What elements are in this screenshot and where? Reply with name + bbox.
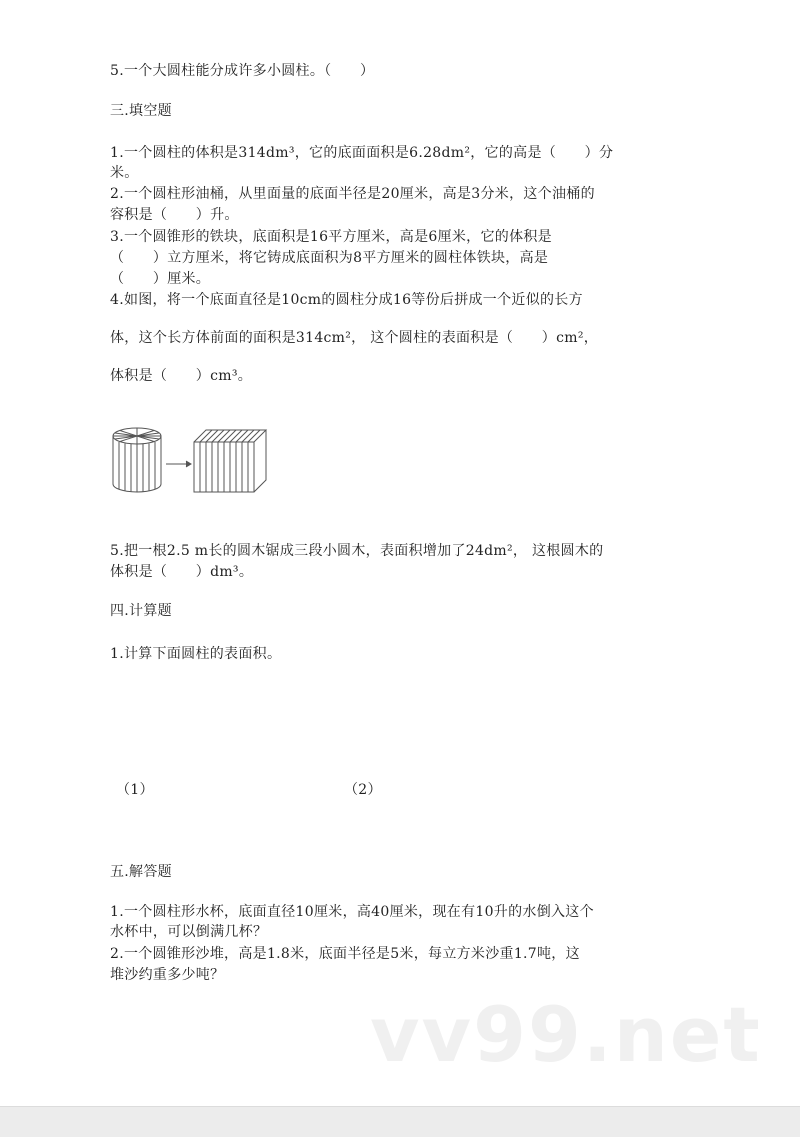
question-fill-1-line-2: 米。 xyxy=(110,165,139,181)
question-fill-1-line-1: 1.一个圆柱的体积是314dm³，它的底面面积是6.28dm²，它的高是（ ）分 xyxy=(110,145,614,161)
question-judge-5: 5.一个大圆柱能分成许多小圆柱。（ ） xyxy=(110,63,375,79)
cylinder-to-cuboid-figure xyxy=(110,424,270,496)
question-fill-4-line-1: 4.如图，将一个底面直径是10cm的圆柱分成16等份后拼成一个近似的长方 xyxy=(110,292,583,308)
question-solve-2-line-2: 堆沙约重多少吨？ xyxy=(110,967,225,983)
question-solve-1-line-1: 1.一个圆柱形水杯，底面直径10厘米，高40厘米，现在有10升的水倒入这个 xyxy=(110,904,594,920)
figure-label-1: （1） xyxy=(116,782,154,798)
question-fill-3-line-2: （ ）立方厘米，将它铸成底面积为8平方厘米的圆柱体铁块，高是 xyxy=(110,250,549,266)
section-heading-calculation: 四.计算题 xyxy=(110,603,172,619)
question-solve-1-line-2: 水杯中，可以倒满几杯？ xyxy=(110,924,268,940)
watermark: vv99.net xyxy=(370,990,762,1079)
question-solve-2-line-1: 2.一个圆锥形沙堆，高是1.8米，底面半径是5米，每立方米沙重1.7吨，这 xyxy=(110,946,580,962)
question-fill-2-line-2: 容积是（ ）升。 xyxy=(110,207,239,223)
question-fill-2-line-1: 2.一个圆柱形油桶，从里面量的底面半径是20厘米，高是3分米，这个油桶的 xyxy=(110,186,595,202)
question-fill-5-line-1: 5.把一根2.5 m长的圆木锯成三段小圆木，表面积增加了24dm²， 这根圆木的 xyxy=(110,543,604,559)
figure-label-2: （2） xyxy=(344,782,382,798)
question-calc-1: 1.计算下面圆柱的表面积。 xyxy=(110,646,282,662)
section-heading-fill-in: 三.填空题 xyxy=(110,103,172,119)
question-fill-5-line-2: 体积是（ ）dm³。 xyxy=(110,564,254,580)
question-fill-4-line-2: 体，这个长方体前面的面积是314cm²， 这个圆柱的表面积是（ ）cm²， xyxy=(110,330,599,346)
viewer-bottom-bar xyxy=(0,1106,800,1137)
question-fill-3-line-1: 3.一个圆锥形的铁块，底面积是16平方厘米，高是6厘米，它的体积是 xyxy=(110,229,552,245)
question-fill-4-line-3: 体积是（ ）cm³。 xyxy=(110,368,253,384)
section-heading-solution: 五.解答题 xyxy=(110,864,172,880)
question-fill-3-line-3: （ ）厘米。 xyxy=(110,271,211,287)
